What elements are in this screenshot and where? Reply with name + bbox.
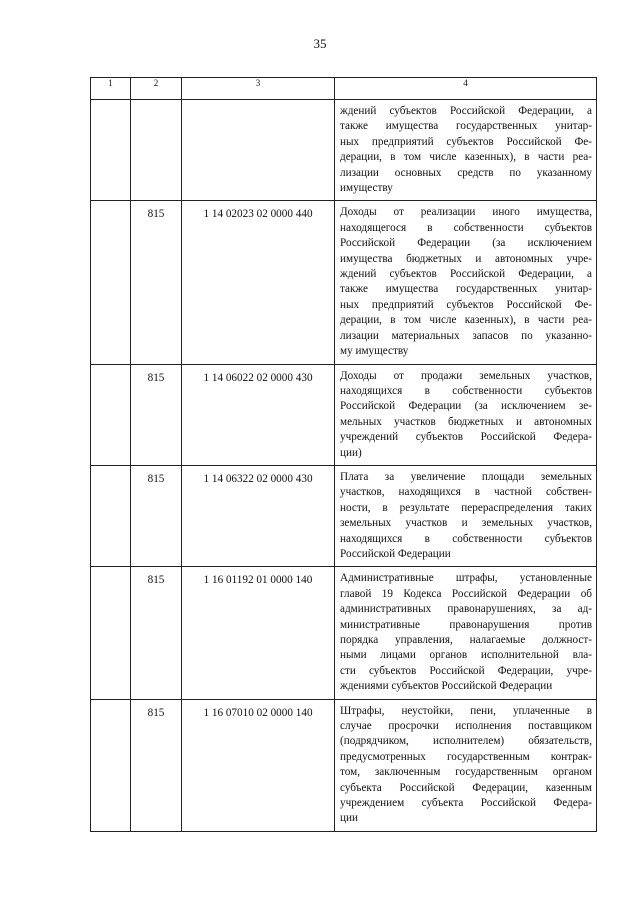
column-header-3: 3 bbox=[182, 78, 335, 100]
table-row bbox=[91, 567, 597, 699]
description-line: лизации основных средств по указанному bbox=[340, 166, 592, 179]
admin-code-cell bbox=[131, 100, 182, 201]
row-empty-cell bbox=[91, 201, 131, 364]
table-row bbox=[91, 100, 597, 201]
description-line: мельных участков бюджетных и автономных bbox=[340, 415, 592, 428]
revenue-code-cell bbox=[182, 100, 335, 201]
description-line: ждениями субъектов Российской Федерации bbox=[340, 680, 553, 693]
revenue-code-cell: 1 16 01192 01 0000 140 bbox=[182, 567, 335, 699]
description-line: находящегося в собственности субъектов bbox=[340, 221, 592, 234]
description-line: дерации, в том числе казенных), в части реа- bbox=[340, 314, 592, 327]
table-row bbox=[91, 465, 597, 566]
description-line: ными лицами органов исполнительной вла- bbox=[340, 649, 592, 662]
description-line: земельных участков и земельных участков, bbox=[340, 517, 592, 530]
description-line: ных предприятий субъектов Российской Фе- bbox=[340, 298, 592, 311]
table-row bbox=[91, 699, 597, 831]
row-empty-cell bbox=[91, 699, 131, 831]
row-empty-cell bbox=[91, 100, 131, 201]
revenue-code-cell: 1 14 06322 02 0000 430 bbox=[182, 465, 335, 566]
revenue-code-cell: 1 14 06022 02 0000 430 bbox=[182, 364, 335, 465]
revenue-code-cell: 1 16 07010 02 0000 140 bbox=[182, 699, 335, 831]
description-line: имуществу bbox=[340, 182, 393, 195]
revenue-codes-table bbox=[90, 77, 597, 832]
column-header-4: 4 bbox=[335, 78, 597, 100]
revenue-description-cell bbox=[335, 465, 597, 566]
table-row bbox=[91, 201, 597, 364]
description-line: Штрафы, неустойки, пени, уплаченные в bbox=[340, 704, 592, 717]
admin-code-cell: 815 bbox=[131, 567, 182, 699]
description-line: Доходы от реализации иного имущества, bbox=[340, 206, 592, 219]
revenue-code-cell: 1 14 02023 02 0000 440 bbox=[182, 201, 335, 364]
description-line: случае просрочки исполнения поставщиком bbox=[340, 720, 592, 733]
description-line: субъекта Российской Федерации, казенным bbox=[340, 781, 592, 794]
revenue-description-cell bbox=[335, 201, 597, 364]
description-line: ции) bbox=[340, 446, 362, 459]
description-line: ных предприятий субъектов Российской Фе- bbox=[340, 135, 592, 148]
description-line: имущества бюджетных и автономных учре- bbox=[340, 252, 592, 265]
row-empty-cell bbox=[91, 465, 131, 566]
page-number: 35 bbox=[313, 36, 327, 51]
table-body bbox=[91, 100, 597, 832]
description-line: му имуществу bbox=[340, 345, 409, 358]
description-line: сти субъектов Российской Федерации, учре- bbox=[340, 664, 592, 677]
column-header-1: 1 bbox=[91, 78, 131, 100]
description-line: порядка управления, налагаемые должност- bbox=[340, 634, 592, 646]
description-line: том, заключенным государственным органом bbox=[340, 766, 592, 779]
column-header-2: 2 bbox=[131, 78, 182, 100]
description-line: Доходы от продажи земельных участков, bbox=[340, 369, 592, 382]
revenue-description-cell bbox=[335, 364, 597, 465]
description-line: ждений субъектов Российской Федерации, а bbox=[340, 105, 592, 117]
description-line: лизации материальных запасов по указанно- bbox=[340, 329, 592, 342]
description-line: также имущества государственных унитар- bbox=[340, 120, 592, 133]
description-line: находящихся в собственности субъектов bbox=[340, 384, 592, 397]
description-line: участков, находящихся в частной собствен- bbox=[340, 486, 592, 499]
description-line: Административные штрафы, установленные bbox=[340, 572, 592, 585]
description-line: ности, в результате перераспределения таких bbox=[340, 501, 592, 514]
row-empty-cell bbox=[91, 567, 131, 699]
description-line: также имущества государственных унитар- bbox=[340, 283, 592, 296]
description-line: предусмотренных государственным контрак- bbox=[340, 750, 592, 763]
admin-code-cell: 815 bbox=[131, 364, 182, 465]
admin-code-cell: 815 bbox=[131, 699, 182, 831]
description-line: Российской Федерации (за исключением зе- bbox=[340, 400, 592, 413]
description-line: главой 19 Кодекса Российской Федерации об bbox=[340, 587, 592, 600]
description-line: (подрядчиком, исполнителем) обязательств, bbox=[340, 735, 592, 748]
revenue-description-cell bbox=[335, 699, 597, 831]
description-line: ции bbox=[340, 812, 358, 825]
description-line: учреждений субъектов Российской Федера- bbox=[340, 431, 592, 444]
revenue-description-cell bbox=[335, 567, 597, 699]
description-line: дерации, в том числе казенных), в части реа- bbox=[340, 151, 592, 164]
description-line: ждений субъектов Российской Федерации, а bbox=[340, 268, 592, 281]
admin-code-cell: 815 bbox=[131, 465, 182, 566]
description-line: Российской Федерации (за исключением bbox=[340, 237, 592, 250]
description-line: Плата за увеличение площади земельных bbox=[340, 470, 592, 483]
description-line: министративные правонарушения против bbox=[340, 618, 592, 631]
description-line: находящихся в собственности субъектов bbox=[340, 532, 592, 545]
table-row bbox=[91, 364, 597, 465]
table-header-row bbox=[91, 78, 597, 100]
description-line: Российской Федерации bbox=[340, 547, 451, 560]
revenue-description-cell bbox=[335, 100, 597, 201]
description-line: административных правонарушениях, за ад- bbox=[340, 603, 592, 616]
row-empty-cell bbox=[91, 364, 131, 465]
description-line: учреждением субъекта Российской Федера- bbox=[340, 797, 592, 810]
admin-code-cell: 815 bbox=[131, 201, 182, 364]
